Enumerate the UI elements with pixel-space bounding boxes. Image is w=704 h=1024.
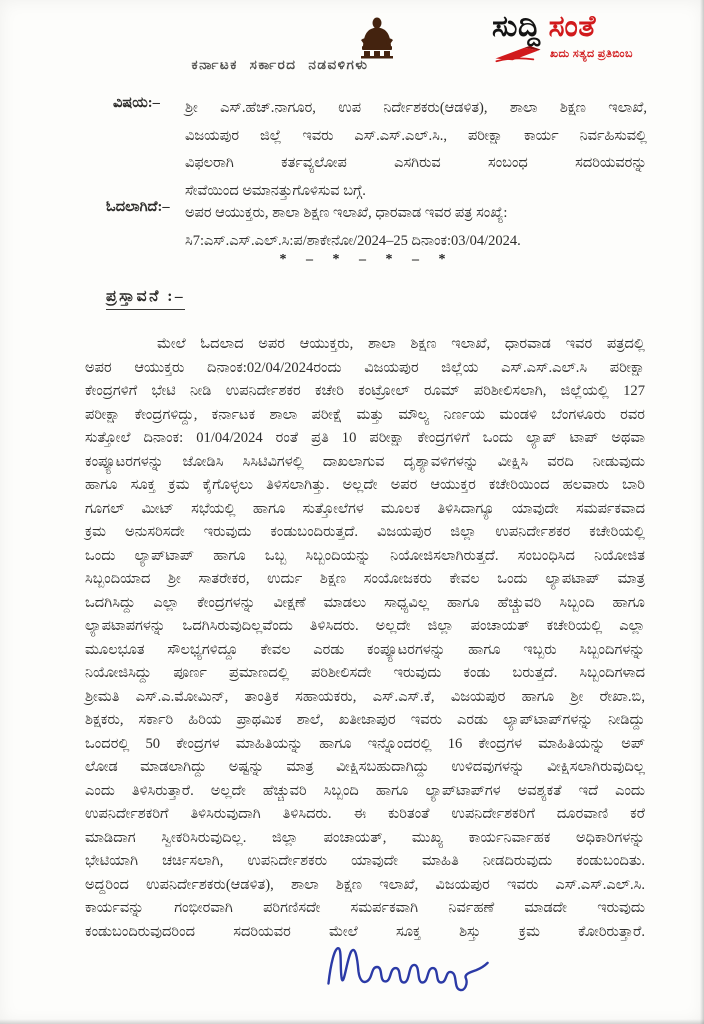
letter-body — [85, 333, 645, 944]
body-line: ಎಂದು ತಿಳಿಸಿರುತ್ತಾರೆ. ಅಲ್ಲದೇ ಹೆಚ್ಚುವರಿ ಸಿಬ್ಬಂದಿ ಹಾಗೂ ಲ್ಯಾಪ್‌ಟಾಪ್‌ಗಳ ಅವಶ್ಯಕತೆ ಇದೆ ಎಂದು — [85, 782, 645, 799]
body-line: ಒಂದು ಲ್ಯಾಪ್‌ಟಾಪ್ ಹಾಗೂ ಒಬ್ಬ ಸಿಬ್ಬಂದಿಯನ್ನು ನಿಯೋಜಿಸಲಾಗಿರುತ್ತದೆ. ಸಂಬಂಧಿಸಿದ ನಿಯೋಜಿತ — [85, 547, 645, 564]
body-line: ಅಪರ ಆಯುಕ್ತರು ದಿನಾಂಕ:02/04/2024ರಂದು ವಿಜಯಪುರ ಜಿಲ್ಲೆಯ ಎಸ್.ಎಸ್.ಎಲ್.ಸಿ ಪರೀಕ್ಷಾ — [85, 359, 645, 376]
scan-edge-shadow-bottom — [0, 1019, 704, 1024]
subject-line: ವಿಫಲರಾಗಿ ಕರ್ತವ್ಯಲೋಪ ಎಸಗಿರುವ ಸಂಬಂಧ ಸದರಿಯವರನ್ನು — [185, 155, 647, 172]
body-line: ಹಾಗೂ ಸೂಕ್ತ ಕ್ರಮ ಕೈಗೊಳ್ಳಲು ತಿಳಿಸಲಾಗಿತ್ತು. ಅಲ್ಲದೇ ಅಪರ ಆಯುಕ್ತರ ಕಚೇರಿಯಿಂದ ಹಲವಾರು ಬಾರಿ — [85, 477, 645, 493]
subject-text — [185, 95, 647, 205]
preamble-heading: ಪ್ರಸ್ತಾವನೆ :– — [106, 288, 185, 310]
masthead-subline — [492, 45, 702, 63]
handwritten-signature — [318, 936, 496, 998]
body-line: ಕಂಡುಬಂದಿರುವುದರಿಂದ ಸದರಿಯವರ ಮೇಲೆ ಸೂಕ್ತ ಶಿಸ್ತು ಕ್ರಮ ಕೋರಿರುತ್ತಾರೆ. — [85, 923, 645, 940]
body-line: ಸಿಬ್ಬಂದಿಯಾದ ಶ್ರೀ ಸಾತರೇಕರ, ಉರ್ದು ಶಿಕ್ಷಣ ಸಂಯೋಜಕರು ಕೇವಲ ಒಂದು ಲ್ಯಾಪಟಾಪ್ ಮಾತ್ರ — [85, 571, 645, 587]
separator-stars: * – * – * – * — [279, 252, 451, 267]
body-line: ಗೂಗಲ್ ಮೀಟ್ ಸಭೆಯಲ್ಲಿ ಹಾಗೂ ಸುತ್ತೋಲೆಗಳ ಮೂಲಕ ತಿಳಿಸಿದಾಗ್ಯೂ ಯಾವುದೇ ಸಮರ್ಪಕವಾದ — [85, 500, 645, 517]
body-line: ನಿಯೋಜಿಸಿದ್ದು ಪೂರ್ಣ ಪ್ರಮಾಣದಲ್ಲಿ ಪರಿಶೀಲಿಸದೇ ಇರುವುದು ಕಂಡು ಬರುತ್ತದೆ. ಸಿಬ್ಬಂದಿಗಳಾದ — [85, 665, 645, 681]
masthead-name-black: ಸುದ್ದಿ — [492, 10, 541, 43]
body-line: ಕಂಪ್ಯೂಟರಗಳನ್ನು ಜೋಡಿಸಿ ಸಿಸಿಟಿವಿಗಳಲ್ಲಿ ದಾಖಲಾಗುವ ದೃಶ್ಯಾವಳಿಗಳನ್ನು ವೀಕ್ಷಿಸಿ ವರದಿ ನೀಡುವುದು — [85, 453, 645, 470]
reference-line: ಅಪರ ಆಯುಕ್ತರು, ಶಾಲಾ ಶಿಕ್ಷಣ ಇಲಾಖೆ, ಧಾರವಾಡ ಇವರ ಪತ್ರ ಸಂಖ್ಯೆ: — [185, 205, 508, 221]
body-line: ಶಿಕ್ಷಕರು, ಸರ್ಕಾರಿ ಹಿರಿಯ ಪ್ರಾಥಮಿಕ ಶಾಲೆ, ಖತೀಜಾಪುರ ಇವರು ಎರಡು ಲ್ಯಾಪ್‌ಟಾಪ್‌ಗಳನ್ನು ನೀಡಿದ್ದು — [85, 712, 645, 728]
subject-label: ವಿಷಯ:– — [113, 95, 160, 111]
body-line: ಉಪನಿರ್ದೇಶಕರಿಗೆ ತಿಳಿಸಿರುವುದಾಗಿ ತಿಳಿಸಿದರು. ಈ ಕುರಿತಂತೆ ಉಪನಿರ್ದೇಶಕರಿಗೆ ದೂರವಾಣಿ ಕರೆ — [85, 806, 645, 822]
subject-line: ಶ್ರೀ ಎಸ್.ಹೆಚ್.ನಾಗೂರ, ಉಪ ನಿರ್ದೇಶಕರು(ಆಡಳಿತ), ಶಾಲಾ ಶಿಕ್ಷಣ ಇಲಾಖೆ, — [185, 100, 647, 116]
body-line: ಅದ್ದರಿಂದ ಉಪನಿರ್ದೇಶಕರು(ಆಡಳಿತ), ಶಾಲಾ ಶಿಕ್ಷಣ ಇಲಾಖೆ, ವಿಜಯಪುರ ಇವರು ಎಸ್.ಎಸ್.ಎಲ್.ಸಿ. — [85, 876, 645, 893]
reference-label: ಓದಲಾಗಿದೆ:– — [106, 199, 170, 215]
karnataka-emblem-icon — [358, 16, 396, 60]
body-line: ಪರೀಕ್ಷಾ ಕೇಂದ್ರಗಳಿದ್ದು, ಕರ್ನಾಟಕ ಶಾಲಾ ಪರೀಕ್ಷೆ ಮತ್ತು ಮೌಲ್ಯ ನಿರ್ಣಯ ಮಂಡಳಿ ಬೆಂಗಳೂರು ರವರ — [85, 406, 645, 423]
reference-text — [185, 199, 647, 255]
body-line: ಒದಗಿಸಿದ್ದು ಎಲ್ಲಾ ಕೇಂದ್ರಗಳನ್ನು ವೀಕ್ಷಣೆ ಮಾಡಲು ಸಾಧ್ಯವಿಲ್ಲ ಹಾಗೂ ಹೆಚ್ಚುವರಿ ಸಿಬ್ಬಂದಿ ಹಾಗೂ — [85, 594, 645, 611]
pen-icon — [492, 45, 544, 63]
government-title: ಕರ್ನಾಟಕ ಸರ್ಕಾರದ ನಡವಳಿಗಳು — [191, 57, 369, 72]
reference-line: ಸಿ7:ಎಸ್.ಎಸ್.ಎಲ್.ಸಿ:ಪ/ಶಾಕೇನೋ/2024–25 ದಿನಾಂಕ:03/04/2024. — [185, 233, 521, 249]
body-line: ಮೂಲಭೂತ ಸೌಲಭ್ಯಗಳಿದ್ದೂ ಕೇವಲ ಎರಡು ಕಂಪ್ಯೂಟರಗಳನ್ನು ಹಾಗೂ ಇಬ್ಬರು ಸಿಬ್ಬಂದಿಗಳನ್ನು — [85, 641, 645, 658]
body-line: ಲ್ಯಾಪಟಾಪಗಳನ್ನು ಒದಗಿಸಿರುವುದಿಲ್ಲವೆಂದು ತಿಳಿಸಿದರು. ಅಲ್ಲದೇ ಜಿಲ್ಲಾ ಪಂಚಾಯತ್ ಕಚೇರಿಯಲ್ಲಿ ಎಲ್ಲಾ — [85, 618, 645, 634]
subject-line: ಸೇವೆಯಿಂದ ಅಮಾನತ್ತುಗೊಳಿಸುವ ಬಗ್ಗೆ. — [185, 182, 366, 199]
masthead-tagline: ಖದು ಸತ್ಯದ ಪ್ರತಿಬಿಂಬ — [550, 47, 633, 60]
body-line: ಲೋಡ ಮಾಡಲಾಗಿದ್ದು ಅಷ್ಟನ್ನು ಮಾತ್ರ ವೀಕ್ಷಿಸಬಹುದಾಗಿದ್ದು ಉಳಿದವುಗಳನ್ನು ವೀಕ್ಷಿಸಲಾಗಿರುವುದಿಲ್ಲ — [85, 759, 645, 775]
body-line: ಭೇಟಿಯಾಗಿ ಚರ್ಚಿಸಲಾಗಿ, ಉಪನಿರ್ದೇಶಕರು ಯಾವುದೇ ಮಾಹಿತಿ ನೀಡದಿರುವುದು ಕಂಡುಬಂದಿತು. — [85, 853, 645, 869]
body-line: ಸುತ್ತೋಲೆ ದಿನಾಂಕ: 01/04/2024 ರಂತೆ ಪ್ರತಿ 10 ಪರೀಕ್ಷಾ ಕೇಂದ್ರಗಳಿಗೆ ಒಂದು ಲ್ಯಾಪ್ ಟಾಪ್ ಅಥವಾ — [85, 430, 645, 446]
body-line: ಮಾಡಿದಾಗ ಸ್ವೀಕರಿಸಿರುವುದಿಲ್ಲ. ಜಿಲ್ಲಾ ಪಂಚಾಯತ್, ಮುಖ್ಯ ಕಾರ್ಯನಿರ್ವಾಹಕ ಅಧಿಕಾರಿಗಳನ್ನು — [85, 829, 645, 846]
masthead-name — [492, 10, 702, 44]
body-line: ಕ್ರಮ ಅನುಸರಿಸದೇ ಇರುವುದು ಕಂಡುಬಂದಿರುತ್ತದೆ. ವಿಜಯಪುರ ಜಿಲ್ಲಾ ಉಪನಿರ್ದೇಶಕರ ಕಚೇರಿಯಲ್ಲಿ — [85, 524, 645, 540]
body-line: ಕೇಂದ್ರಗಳಿಗೆ ಭೇಟಿ ನೀಡಿ ಉಪನಿರ್ದೇಶಕರ ಕಚೇರಿ ಕಂಟ್ರೋಲ್ ರೂಮ್ ಪರಿಶೀಲಿಸಲಾಗಿ, ಜಿಲ್ಲೆಯಲ್ಲಿ 127 — [85, 383, 645, 399]
masthead — [492, 10, 702, 63]
scan-edge-shadow-right — [700, 0, 704, 1024]
body-line: ಕಾರ್ಯವನ್ನು ಗಂಭೀರವಾಗಿ ಪರಿಗಣಿಸದೇ ಸಮರ್ಪಕವಾಗಿ ನಿರ್ವಹಣೆ ಮಾಡದೇ ಇರುವುದು — [85, 900, 645, 916]
body-line: ಮೇಲೆ ಓದಲಾದ ಅಪರ ಆಯುಕ್ತರು, ಶಾಲಾ ಶಿಕ್ಷಣ ಇಲಾಖೆ, ಧಾರವಾಡ ಇವರ ಪತ್ರದಲ್ಲಿ — [157, 336, 645, 352]
body-line: ಒಂದರಲ್ಲಿ 50 ಕೇಂದ್ರಗಳ ಮಾಹಿತಿಯನ್ನು ಹಾಗೂ ಇನ್ನೊಂದರಲ್ಲಿ 16 ಕೇಂದ್ರಗಳ ಮಾಹಿತಿಯನ್ನು ಅಪ್ — [85, 735, 645, 752]
body-line: ಶ್ರೀಮತಿ ಎಸ್.ಎ.ಮೋಮಿನ್, ತಾಂತ್ರಿಕ ಸಹಾಯಕರು, ಎಸ್.ಎಸ್.ಕೆ, ವಿಜಯಪುರ ಹಾಗೂ ಶ್ರೀ ರೇಖಾ.ಬಿ, — [85, 688, 645, 705]
masthead-name-red: ಸಂತೆ — [548, 10, 596, 43]
subject-line: ವಿಜಯಪುರ ಜಿಲ್ಲೆ ಇವರು ಎಸ್.ಎಸ್.ಎಲ್.ಸಿ., ಪರೀಕ್ಷಾ ಕಾರ್ಯ ನಿರ್ವಹಿಸುವಲ್ಲಿ — [185, 127, 647, 144]
